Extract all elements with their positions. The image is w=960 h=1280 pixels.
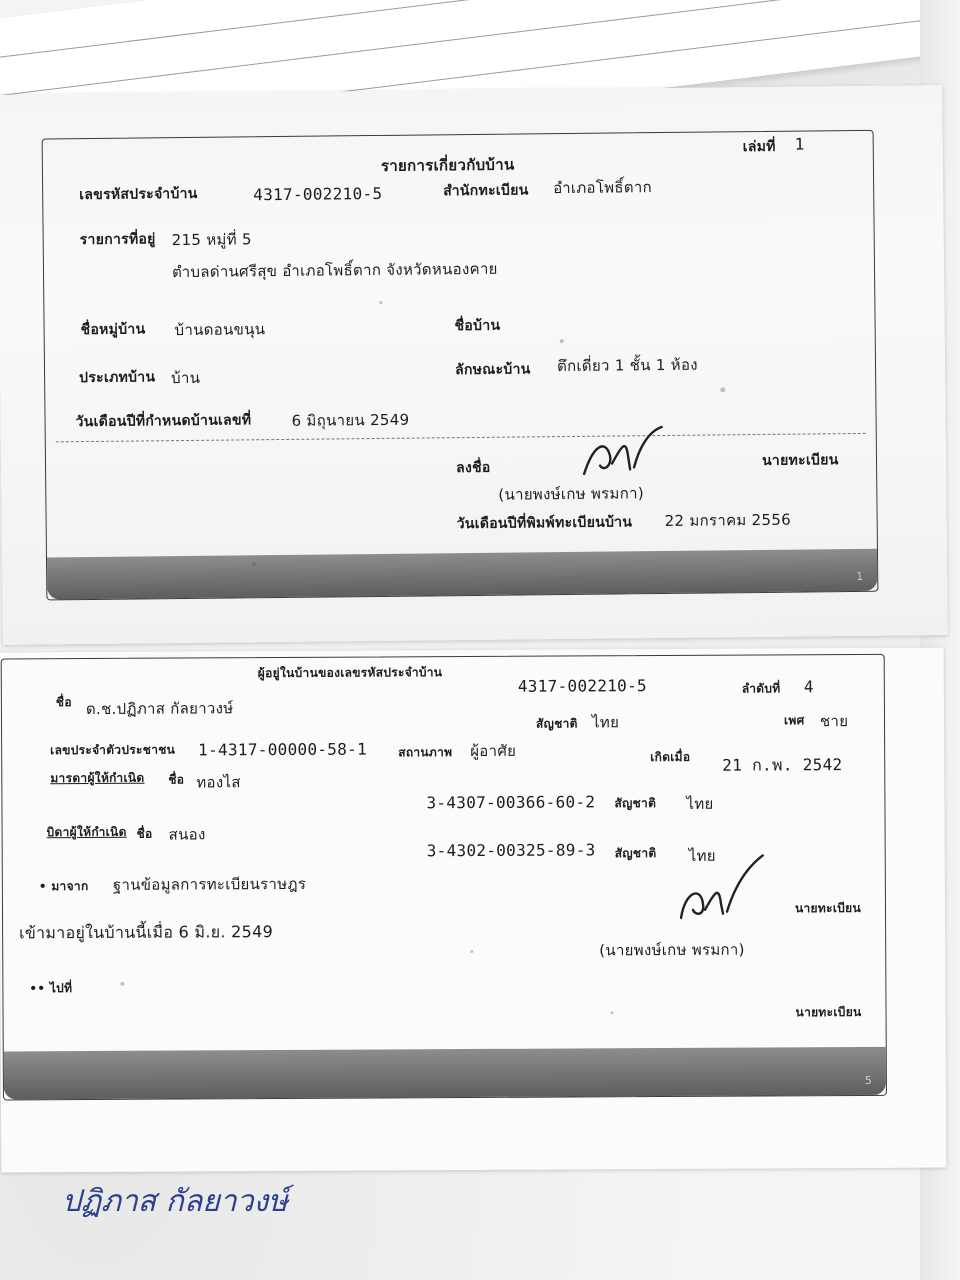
page-footer-band (4, 1047, 886, 1100)
father-label: บิดาผู้ให้กำเนิด (46, 824, 127, 840)
person-name: ด.ช.ปฏิภาส กัลยาวงษ์ (85, 699, 234, 719)
mother-name: ทองไส (196, 773, 241, 792)
nationality-label: สัญชาติ (535, 716, 578, 731)
page-number: 1 (856, 569, 864, 583)
name-label: ชื่อ (55, 695, 72, 710)
father-name-label: ชื่อ (136, 826, 153, 841)
from-label: • มาจาก (38, 879, 89, 894)
handwritten-name: ปฏิภาส กัลยาวงษ์ (62, 1184, 288, 1219)
address-label: รายการที่อยู่ (79, 231, 156, 249)
section-divider (56, 433, 866, 442)
office: อำเภอโพธิ์ตาก (553, 178, 653, 198)
father-id: 3-4302-00325-89-3 (426, 840, 596, 861)
house-type-label: ประเภทบ้าน (79, 369, 156, 387)
mother-name-label: ชื่อ (168, 772, 185, 787)
resident-record-frame (1, 654, 887, 1101)
registrar-name: (นายพงษ์เกษ พรมกา) (599, 940, 745, 960)
book-no-label: เล่มที่ (742, 138, 776, 156)
house-code-label: ผู้อยู่ในบ้านของเลขรหัสประจำบ้าน (257, 665, 443, 681)
mother-nat-label: สัญชาติ (614, 796, 657, 811)
village: บ้านดอนขนุน (174, 320, 266, 340)
sex-label: เพศ (783, 713, 805, 728)
page-footer-band (47, 549, 877, 600)
house-style-label: ลักษณะบ้าน (454, 361, 531, 379)
house-style: ตึกเดี่ยว 1 ชั้น 1 ห้อง (556, 355, 698, 376)
birth-label: เกิดเมื่อ (650, 749, 691, 765)
mother-id: 3-4307-00366-60-2 (426, 792, 596, 813)
status-label: สถานภาพ (398, 745, 453, 760)
registrar-signature (576, 425, 667, 486)
assigned-date: 6 มิถุนายน 2549 (291, 410, 410, 430)
page-number: 5 (864, 1073, 872, 1087)
father-nat: ไทย (688, 846, 716, 865)
village-label: ชื่อหมู่บ้าน (80, 321, 146, 339)
house-code: 4317-002210-5 (517, 676, 648, 696)
print-date-label: วันเดือนปีที่พิมพ์ทะเบียนบ้าน (456, 514, 633, 533)
office-label: สำนักทะเบียน (443, 182, 529, 200)
section-title: รายการเกี่ยวกับบ้าน (380, 155, 515, 175)
house-type: บ้าน (171, 368, 201, 388)
registrar-signature (675, 851, 765, 931)
moved-in-date: เข้ามาอยู่ในบ้านนี้เมื่อ 6 มิ.ย. 2549 (19, 922, 274, 943)
house-code-label: เลขรหัสประจำบ้าน (79, 185, 198, 204)
house-name-label: ชื่อบ้าน (454, 317, 501, 335)
father-nat-label: สัญชาติ (614, 846, 657, 861)
mother-nat: ไทย (686, 794, 714, 813)
sign-label: ลงชื่อ (455, 459, 491, 477)
house-details-frame (42, 130, 879, 601)
house-code: 4317-002210-5 (253, 183, 383, 205)
status: ผู้อาศัย (470, 741, 517, 761)
sex: ชาย (819, 712, 849, 731)
order-label: ลำดับที่ (741, 681, 781, 696)
registrar-title: นายทะเบียน (794, 900, 862, 916)
assigned-date-label: วันเดือนปีที่กำหนดบ้านเลขที่ (75, 412, 252, 431)
address-line-1: 215 หมู่ที่ 5 (171, 230, 252, 250)
book-no: 1 (794, 134, 805, 154)
registrar-title: นายทะเบียน (761, 452, 839, 469)
citizen-id: 1-4317-00000-58-1 (198, 739, 368, 760)
moved-out-label: •• ไปที่ (29, 981, 73, 996)
house-details-sheet (0, 85, 948, 645)
id-label: เลขประจำตัวประชาชน (50, 742, 176, 758)
order: 4 (803, 677, 814, 697)
print-date: 22 มกราคม 2556 (664, 510, 792, 530)
registrar-title-2: นายทะเบียน (795, 1004, 862, 1020)
mother-label: มารดาผู้ให้กำเนิด (50, 770, 145, 786)
nationality: ไทย (591, 713, 620, 732)
father-name: สนอง (168, 825, 206, 844)
resident-record-sheet (0, 648, 946, 1173)
registrar-name: (นายพงษ์เกษ พรมกา) (498, 484, 645, 504)
address-line-2: ตำบลด่านศรีสุข อำเภอโพธิ์ตาก จังหวัดหนองคาย (171, 259, 498, 282)
birth-date: 21 ก.พ. 2542 (722, 755, 843, 775)
origin: ฐานข้อมูลการทะเบียนราษฎร (112, 874, 307, 894)
